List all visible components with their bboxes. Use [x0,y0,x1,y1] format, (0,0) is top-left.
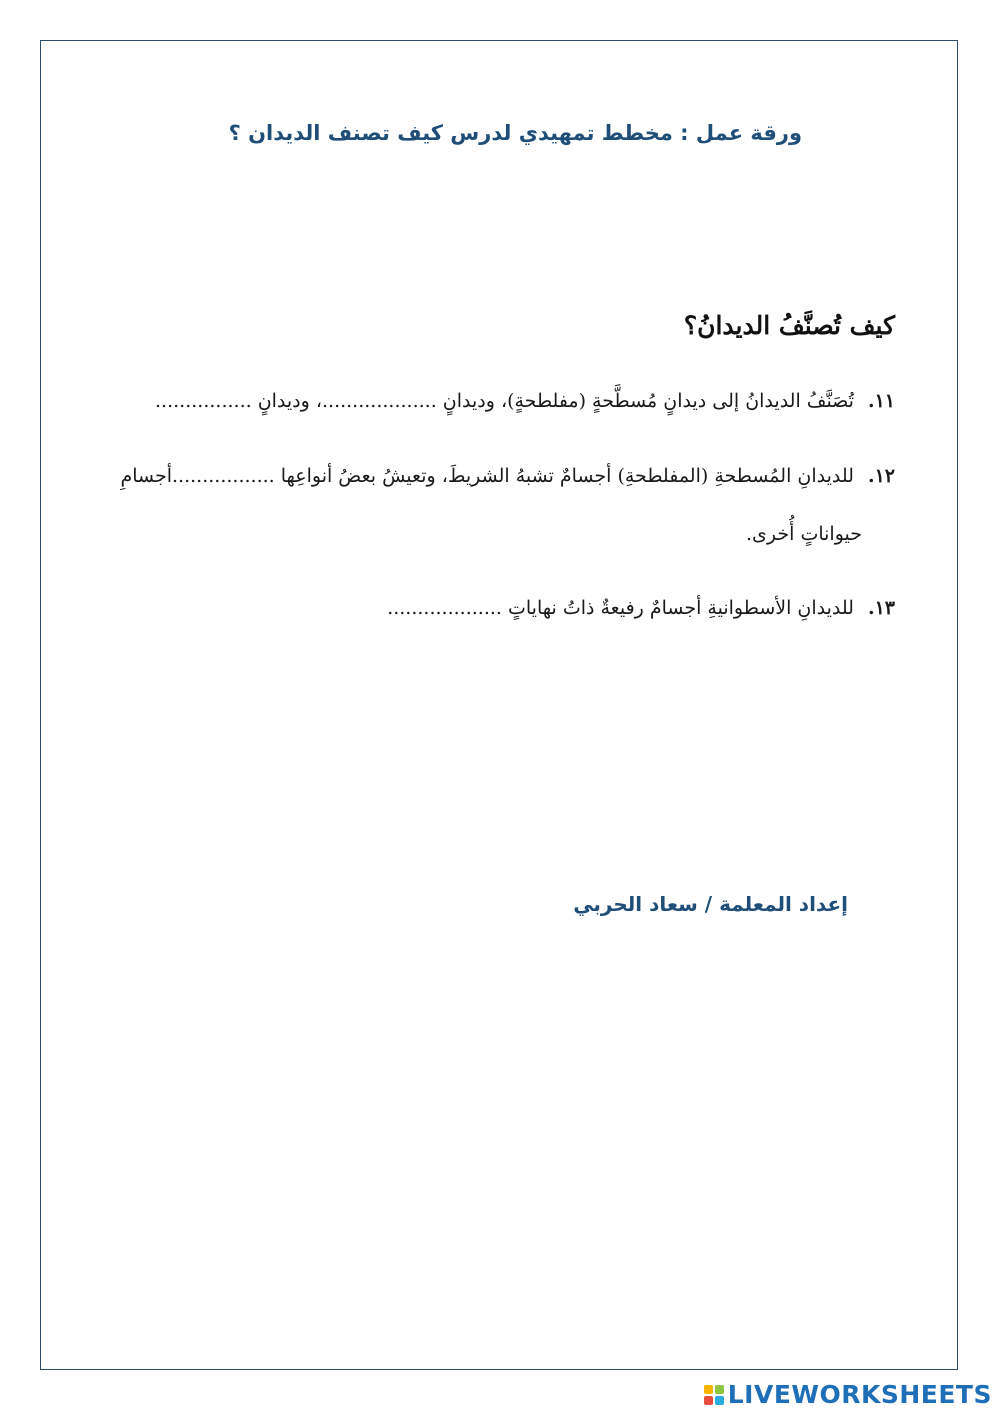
logo-square-4 [715,1396,724,1405]
question-11-text: تُصَنَّفُ الديدانُ إلى ديدانٍ مُسطَّحةٍ (مفلطحةٍ)، وديدانٍ ...................، وديدانٍ ................ [155,390,854,412]
section-heading: كيف تُصنَّفُ الديدانُ؟ [683,311,895,340]
worksheet-title: ورقة عمل : مخطط تمهيدي لدرس كيف تصنف الديدان ؟ [228,121,802,145]
question-12-number: ١٢. [867,465,895,487]
question-12 [120,465,895,487]
author-credit: إعداد المعلمة / سعاد الحربي [573,892,848,916]
page-border [40,40,958,1370]
question-11 [155,390,895,412]
brand-name: LIVEWORKSHEETS [727,1380,992,1409]
logo-square-3 [704,1396,713,1405]
question-12-continuation: حيواناتٍ أُخرى. [746,523,862,545]
liveworksheets-logo-icon [704,1385,724,1405]
question-11-number: ١١. [867,390,895,412]
question-12-text: للديدانِ المُسطحةِ (المفلطحةِ) أجسامٌ تشبهُ الشريطَ، وتعيشُ بعضُ أنواعِها .................أجسامِ [120,465,854,487]
logo-square-1 [704,1385,713,1394]
question-13-number: ١٣. [867,597,895,619]
question-13 [387,597,895,619]
liveworksheets-brand[interactable] [704,1380,992,1409]
question-13-text: للديدانِ الأسطوانيةِ أجسامٌ رفيعةٌ ذاتُ نهاياتٍ ................... [387,597,854,619]
logo-square-2 [715,1385,724,1394]
